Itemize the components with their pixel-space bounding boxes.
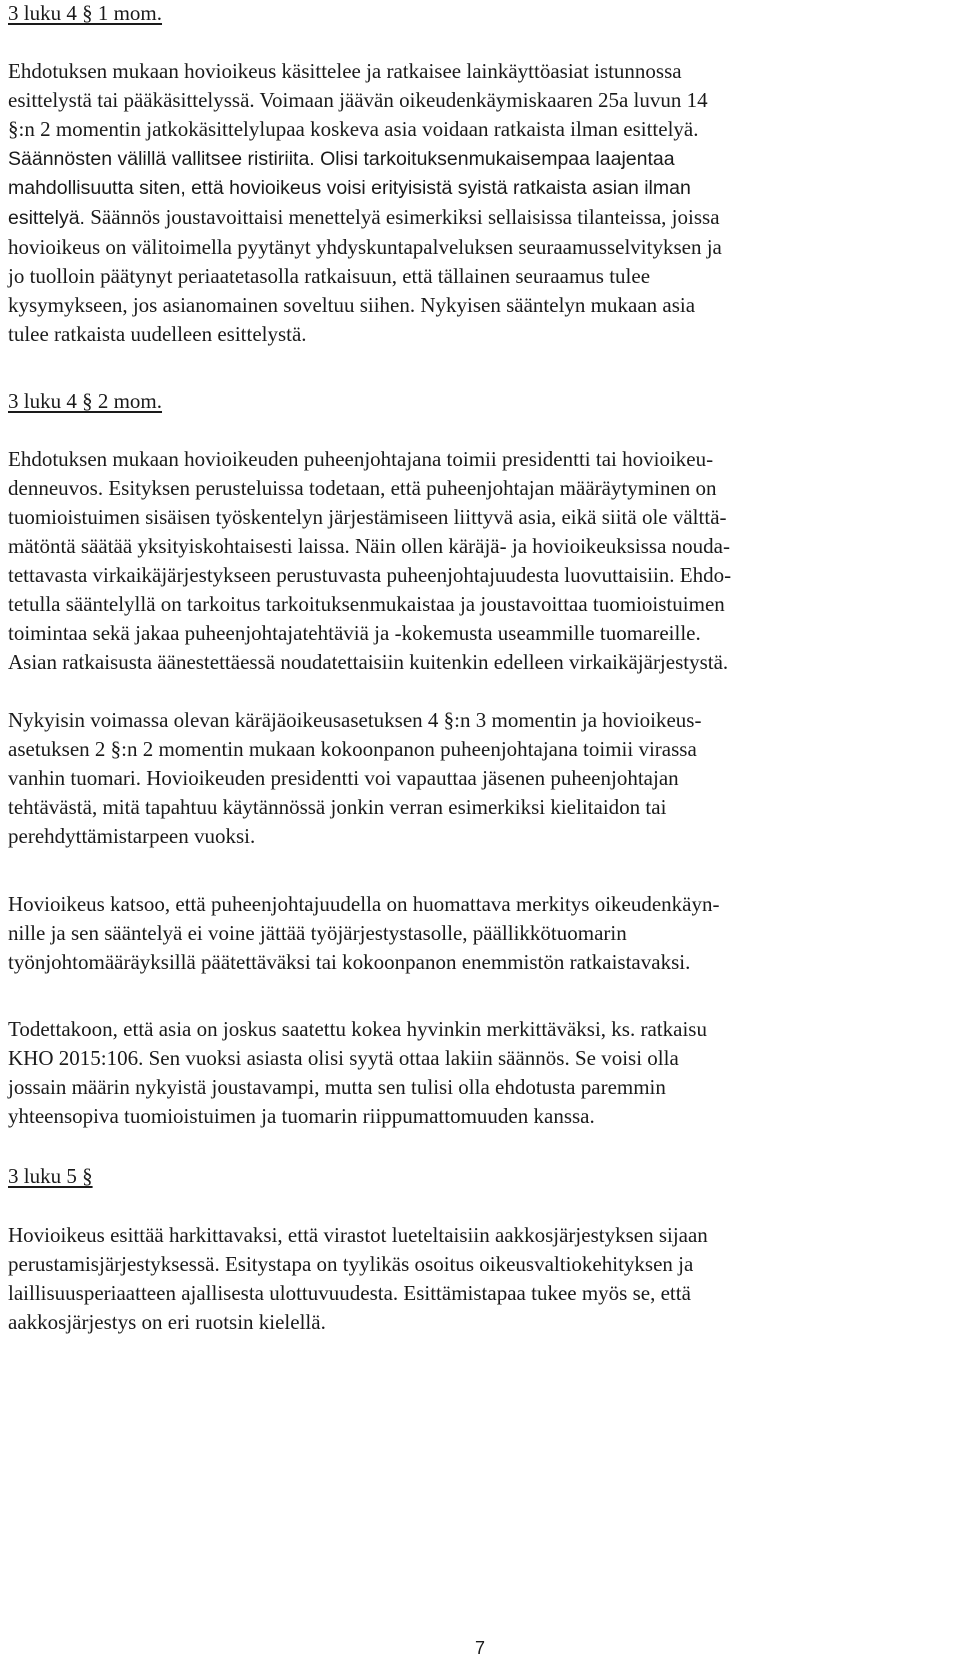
paragraph [8,890,928,977]
text-line [8,144,928,174]
text-line: nille ja sen sääntelyä ei voine jättää työjärjestystasolle, päällikkötuomarin [8,921,627,945]
text-line: mahdollisuutta siten, että hovioikeus voisi erityisistä syistä ratkaista asian ilman [8,177,691,199]
text-line: Nykyisin voimassa olevan käräjäoikeusasetuksen 4 §:n 3 momentin ja hovioikeus- [8,708,702,732]
text-line: aakkosjärjestys on eri ruotsin kielellä. [8,1310,326,1334]
page-number: 7 [474,1638,485,1658]
text-line: esittelystä tai pääkäsittelyssä. Voimaan jäävän oikeudenkäymiskaaren 25a luvun 14 [8,88,708,112]
text-line: Hovioikeus esittää harkittavaksi, että virastot lueteltaisiin aakkosjärjestyksen sijaan [8,1223,708,1247]
text-line: asetuksen 2 §:n 2 momentin mukaan kokoonpanon puheenjohtajana toimii virassa [8,737,697,761]
text-line: tetulla sääntelyllä on tarkoitus tarkoituksenmukaistaa ja joustavoittaa tuomioistuimen [8,592,725,616]
text-line: jossain määrin nykyistä joustavampi, mutta sen tulisi olla ehdotusta paremmin [8,1075,666,1099]
text-line: Todettakoon, että asia on joskus saatettu kokea hyvinkin merkittäväksi, ks. ratkaisu [8,1017,707,1041]
text-line: tulee ratkaista uudelleen esittelystä. [8,322,307,346]
text-line: laillisuusperiaatteen ajallisesta ulottuvuudesta. Esittämistapaa tukee myös se, että [8,1281,691,1305]
text-line: vanhin tuomari. Hovioikeuden presidentti voi vapauttaa jäsenen puheenjohtajan [8,766,679,790]
text-fragment: esittelyä. [8,207,85,229]
text-line: tettavasta virkaikäjärjestykseen perustuvasta puheenjohtajuudesta luovuttaisiin. Ehdo- [8,563,732,587]
text-line: perehdyttämistarpeen vuoksi. [8,824,256,848]
text-line: tehtävästä, mitä tapahtuu käytännössä jonkin verran esimerkiksi kielitaidon tai [8,795,667,819]
section-heading: 3 luku 4 § 2 mom. [8,389,163,413]
text-line: esittelyä. Säännös joustavoittaisi menettelyä esimerkiksi sellaisissa tilanteissa, joissa [8,205,720,229]
text-line: perustamisjärjestyksessä. Esitystapa on tyylikäs osoitus oikeusvaltiokehityksen ja [8,1252,694,1276]
paragraph [8,57,928,349]
text-line: mätöntä säätää yksityiskohtaisesti laissa. Näin ollen käräjä- ja hovioikeuksissa nouda- [8,534,730,558]
text-line: hovioikeus on välitoimella pyytänyt yhdyskuntapalveluksen seuraamusselvityksen ja [8,235,722,259]
text-line: kysymykseen, jos asianomainen soveltuu siihen. Nykyisen sääntelyn mukaan asia [8,293,696,317]
section-heading: 3 luku 4 § 1 mom. [8,1,163,25]
paragraph [8,1221,928,1337]
paragraph [8,445,928,677]
text-fragment: Säännösten välillä vallitsee ristiriita. Olisi tarkoituksenmukaisempaa laajentaa [8,148,675,170]
text-line: KHO 2015:106. Sen vuoksi asiasta olisi syytä ottaa lakiin säännös. Se voisi olla [8,1046,679,1070]
text-line: §:n 2 momentin jatkokäsittelylupaa koskeva asia voidaan ratkaista ilman esittelyä. [8,117,699,141]
paragraph [8,706,928,851]
text-line: toimintaa sekä jakaa puheenjohtajatehtäviä ja -kokemusta useammille tuomareille. [8,621,701,645]
text-line: denneuvos. Esityksen perusteluissa todetaan, että puheenjohtajan määräytyminen on [8,476,717,500]
text-line: työnjohtomääräyksillä päätettäväksi tai kokoonpanon enemmistön ratkaistavaksi. [8,950,691,974]
text-line: yhteensopiva tuomioistuimen ja tuomarin riippumattomuuden kanssa. [8,1104,595,1128]
text-line: Ehdotuksen mukaan hovioikeus käsittelee ja ratkaisee lainkäyttöasiat istunnossa [8,59,682,83]
text-line: Hovioikeus katsoo, että puheenjohtajuudella on huomattava merkitys oikeudenkäyn- [8,892,720,916]
paragraph [8,1015,928,1131]
text-line: tuomioistuimen sisäisen työskentelyn järjestämiseen liittyvä asia, eikä siitä ole välttä- [8,505,727,529]
text-line: jo tuolloin päätynyt periaatetasolla ratkaisuun, että tällainen seuraamus tulee [8,264,651,288]
text-line: Ehdotuksen mukaan hovioikeuden puheenjohtajana toimii presidentti tai hovioikeu- [8,447,714,471]
section-heading: 3 luku 5 § [8,1164,93,1188]
text-line: Asian ratkaisusta äänestettäessä noudatettaisiin kuitenkin edelleen virkaikäjärjestystä. [8,650,729,674]
